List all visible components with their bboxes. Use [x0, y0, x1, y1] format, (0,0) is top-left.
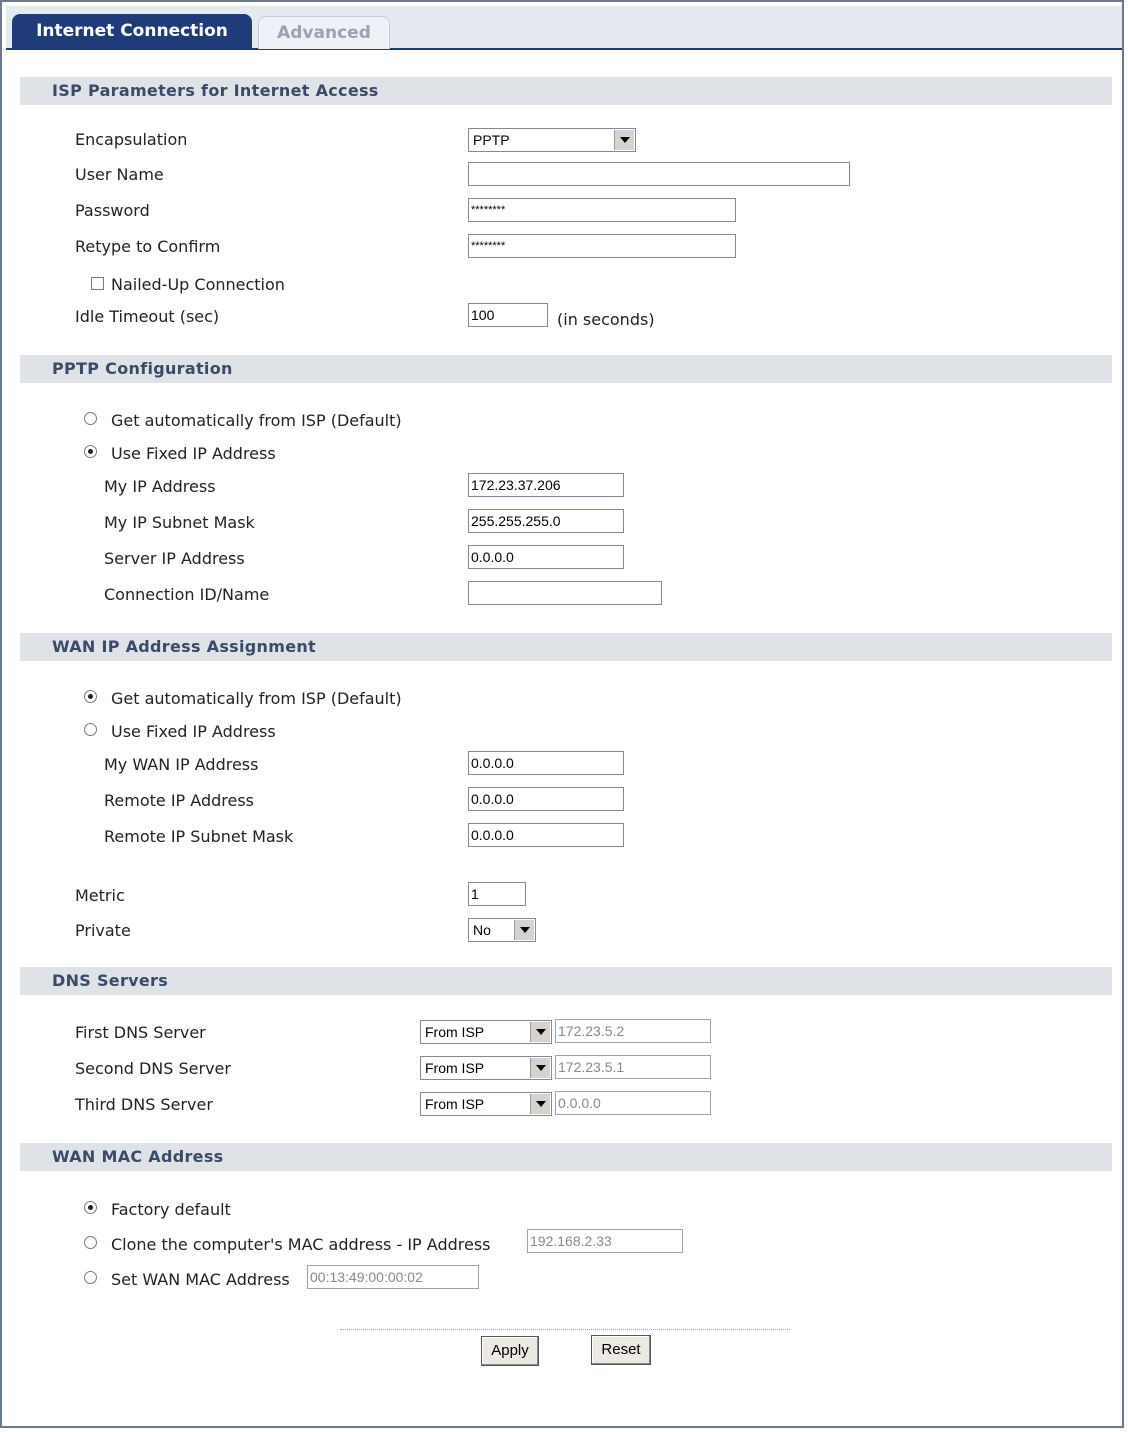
my-ip-input[interactable]: 172.23.37.206 — [468, 473, 624, 497]
divider — [340, 1329, 790, 1330]
retype-password-label: Retype to Confirm — [75, 237, 221, 256]
first-dns-mode-select[interactable] — [420, 1020, 552, 1044]
second-dns-mode: From ISP — [425, 1060, 485, 1076]
reset-button[interactable]: Reset — [591, 1335, 651, 1365]
tab-bar — [6, 6, 1122, 50]
section-isp-parameters: ISP Parameters for Internet Access — [20, 77, 1112, 105]
third-dns-label: Third DNS Server — [75, 1095, 213, 1114]
username-label: User Name — [75, 165, 164, 184]
metric-label: Metric — [75, 886, 125, 905]
encapsulation-select[interactable] — [468, 128, 636, 152]
mac-factory-radio[interactable] — [84, 1201, 97, 1214]
private-select[interactable] — [468, 918, 536, 942]
metric-input[interactable]: 1 — [468, 882, 526, 906]
section-dns-servers: DNS Servers — [20, 967, 1112, 995]
private-label: Private — [75, 921, 131, 940]
my-subnet-label: My IP Subnet Mask — [104, 513, 255, 532]
apply-button[interactable]: Apply — [481, 1336, 539, 1366]
wan-auto-label: Get automatically from ISP (Default) — [111, 689, 402, 708]
encapsulation-value: PPTP — [473, 132, 510, 148]
password-input[interactable]: ******** — [468, 198, 736, 222]
idle-timeout-input[interactable]: 100 — [468, 303, 548, 327]
mac-set-radio[interactable] — [84, 1271, 97, 1284]
pptp-auto-radio[interactable] — [84, 412, 97, 425]
first-dns-mode: From ISP — [425, 1024, 485, 1040]
username-input[interactable] — [468, 162, 850, 186]
mac-set-label: Set WAN MAC Address — [111, 1270, 290, 1289]
third-dns-input[interactable]: 0.0.0.0 — [555, 1091, 711, 1115]
dropdown-arrow-icon — [530, 1022, 550, 1042]
wan-auto-radio[interactable] — [84, 690, 97, 703]
section-wan-ip-assignment: WAN IP Address Assignment — [20, 633, 1112, 661]
connection-id-input[interactable] — [468, 581, 662, 605]
remote-mask-label: Remote IP Subnet Mask — [104, 827, 294, 846]
wan-fixed-label: Use Fixed IP Address — [111, 722, 276, 741]
dropdown-arrow-icon — [614, 130, 634, 150]
tab-internet-connection[interactable]: Internet Connection — [12, 14, 252, 48]
idle-timeout-label: Idle Timeout (sec) — [75, 307, 220, 326]
retype-password-input[interactable]: ******** — [468, 234, 736, 258]
dropdown-arrow-icon — [514, 920, 534, 940]
my-subnet-input[interactable]: 255.255.255.0 — [468, 509, 624, 533]
pptp-fixed-label: Use Fixed IP Address — [111, 444, 276, 463]
second-dns-input[interactable]: 172.23.5.1 — [555, 1055, 711, 1079]
my-wan-ip-input[interactable]: 0.0.0.0 — [468, 751, 624, 775]
third-dns-mode: From ISP — [425, 1096, 485, 1112]
section-wan-mac-address: WAN MAC Address — [20, 1143, 1112, 1171]
mac-clone-ip-input[interactable]: 192.168.2.33 — [527, 1229, 683, 1253]
mac-factory-label: Factory default — [111, 1200, 231, 1219]
tab-advanced[interactable]: Advanced — [258, 16, 390, 49]
pptp-fixed-radio[interactable] — [84, 445, 97, 458]
third-dns-mode-select[interactable] — [420, 1092, 552, 1116]
second-dns-label: Second DNS Server — [75, 1059, 231, 1078]
my-ip-label: My IP Address — [104, 477, 216, 496]
remote-mask-input[interactable]: 0.0.0.0 — [468, 823, 624, 847]
wan-fixed-radio[interactable] — [84, 723, 97, 736]
mac-clone-label: Clone the computer's MAC address - IP Address — [111, 1235, 491, 1254]
remote-ip-label: Remote IP Address — [104, 791, 254, 810]
connection-id-label: Connection ID/Name — [104, 585, 270, 604]
first-dns-label: First DNS Server — [75, 1023, 206, 1042]
password-label: Password — [75, 201, 150, 220]
dropdown-arrow-icon — [530, 1058, 550, 1078]
private-value: No — [473, 922, 491, 938]
nailed-up-checkbox[interactable] — [91, 277, 104, 290]
pptp-auto-label: Get automatically from ISP (Default) — [111, 411, 402, 430]
mac-clone-radio[interactable] — [84, 1236, 97, 1249]
my-wan-ip-label: My WAN IP Address — [104, 755, 259, 774]
remote-ip-input[interactable]: 0.0.0.0 — [468, 787, 624, 811]
server-ip-input[interactable]: 0.0.0.0 — [468, 545, 624, 569]
mac-set-input[interactable]: 00:13:49:00:00:02 — [307, 1265, 479, 1289]
idle-timeout-unit: (in seconds) — [557, 310, 655, 329]
first-dns-input[interactable]: 172.23.5.2 — [555, 1019, 711, 1043]
section-pptp-configuration: PPTP Configuration — [20, 355, 1112, 383]
nailed-up-label: Nailed-Up Connection — [111, 275, 285, 294]
server-ip-label: Server IP Address — [104, 549, 245, 568]
second-dns-mode-select[interactable] — [420, 1056, 552, 1080]
dropdown-arrow-icon — [530, 1094, 550, 1114]
encapsulation-label: Encapsulation — [75, 130, 188, 149]
